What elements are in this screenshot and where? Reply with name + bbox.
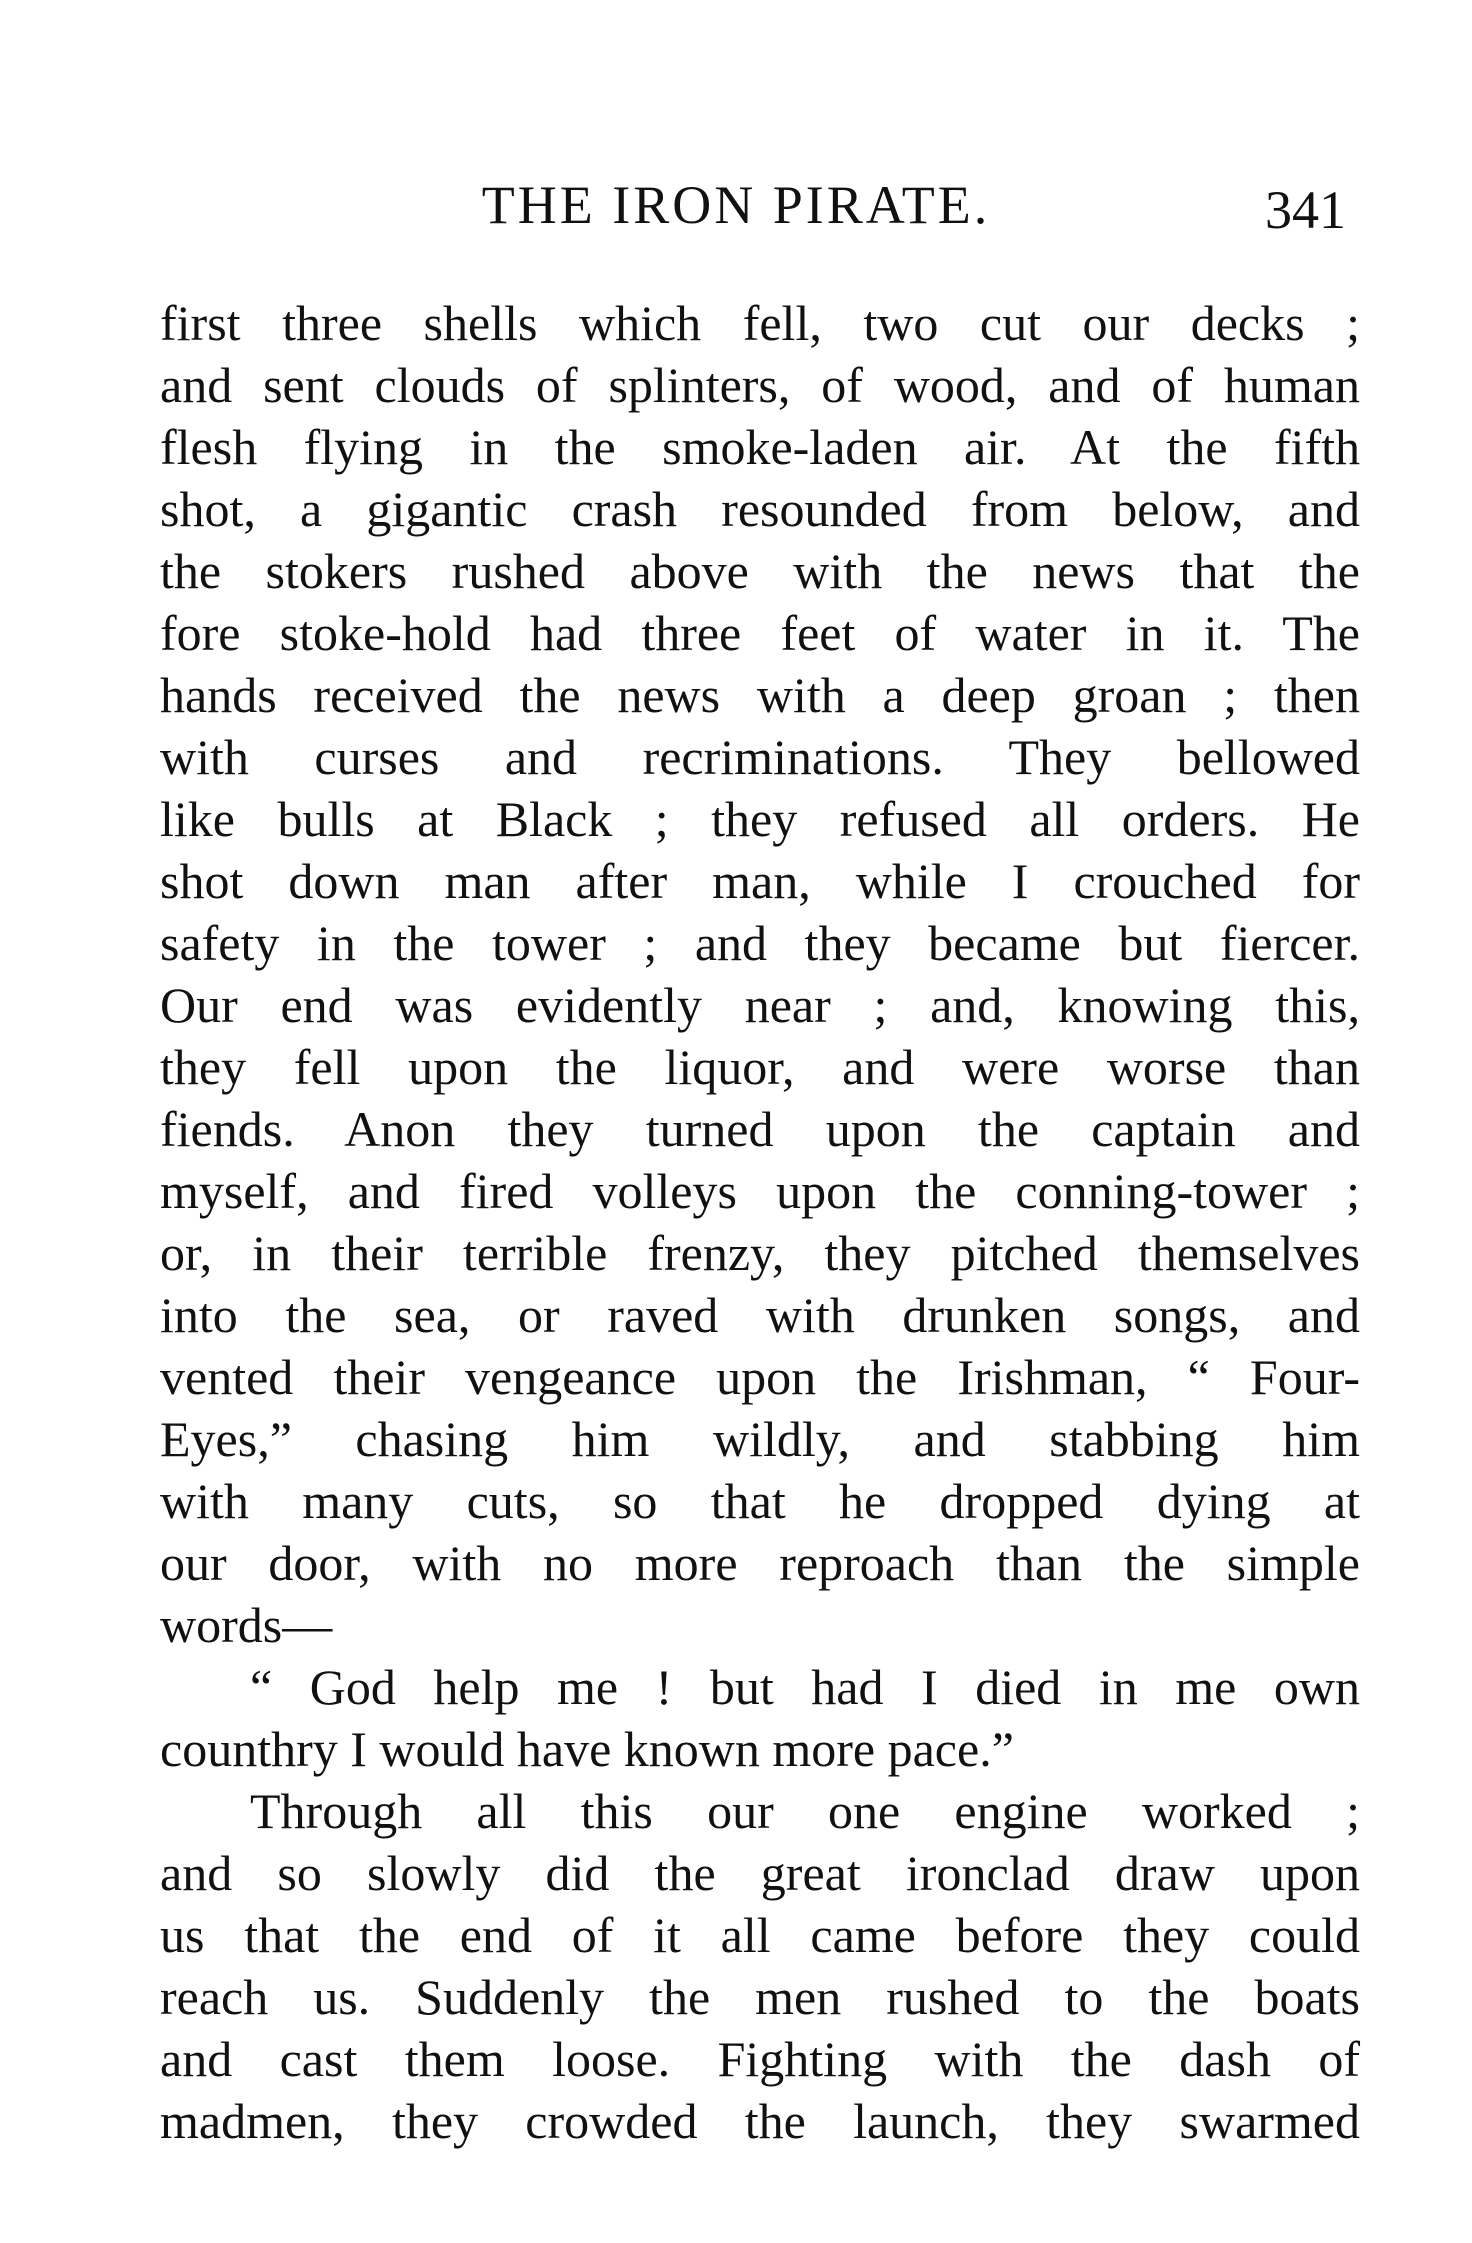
text-line: reach us. Suddenly the men rushed to the boats	[160, 1969, 1360, 2025]
page-number: 341	[1265, 180, 1346, 240]
text-line: or, in their terrible frenzy, they pitched themselves	[160, 1225, 1360, 1281]
text-line: hands received the news with a deep groan ; then	[160, 667, 1360, 723]
running-title: THE IRON PIRATE.	[481, 175, 991, 235]
text-line: shot down man after man, while I crouched for	[160, 853, 1360, 909]
paragraph-start-line: Through all this our one engine worked ;	[250, 1783, 1360, 1839]
text-line: and so slowly did the great ironclad draw upon	[160, 1845, 1360, 1901]
text-line: and sent clouds of splinters, of wood, and of human	[160, 357, 1360, 413]
text-line: myself, and fired volleys upon the conning-tower ;	[160, 1163, 1360, 1219]
body-text	[160, 292, 1360, 2152]
text-line: our door, with no more reproach than the simple	[160, 1535, 1360, 1591]
text-line: fore stoke-hold had three feet of water in it. The	[160, 605, 1360, 661]
text-line: madmen, they crowded the launch, they swarmed	[160, 2093, 1360, 2149]
text-line: vented their vengeance upon the Irishman, “ Four-	[160, 1349, 1360, 1405]
text-line: with many cuts, so that he dropped dying at	[160, 1473, 1360, 1529]
dialogue-line: counthry I would have known more pace.”	[160, 1721, 1014, 1777]
text-line: fiends. Anon they turned upon the captain and	[160, 1101, 1360, 1157]
text-line: they fell upon the liquor, and were worse than	[160, 1039, 1360, 1095]
text-line: words—	[160, 1597, 333, 1653]
text-line: the stokers rushed above with the news that the	[160, 543, 1360, 599]
text-line: flesh flying in the smoke-laden air. At the fifth	[160, 419, 1360, 475]
dialogue-line: “ God help me ! but had I died in me own	[250, 1659, 1360, 1715]
text-line: Eyes,” chasing him wildly, and stabbing him	[160, 1411, 1360, 1467]
text-line: us that the end of it all came before they could	[160, 1907, 1360, 1963]
text-line: first three shells which fell, two cut our decks ;	[160, 295, 1360, 351]
text-line: safety in the tower ; and they became but fiercer.	[160, 915, 1360, 971]
text-line: like bulls at Black ; they refused all orders. He	[160, 791, 1360, 847]
text-line: and cast them loose. Fighting with the dash of	[160, 2031, 1360, 2087]
text-line: with curses and recriminations. They bellowed	[160, 729, 1360, 785]
text-line: shot, a gigantic crash resounded from below, and	[160, 481, 1360, 537]
text-line: into the sea, or raved with drunken songs, and	[160, 1287, 1360, 1343]
text-line: Our end was evidently near ; and, knowing this,	[160, 977, 1360, 1033]
